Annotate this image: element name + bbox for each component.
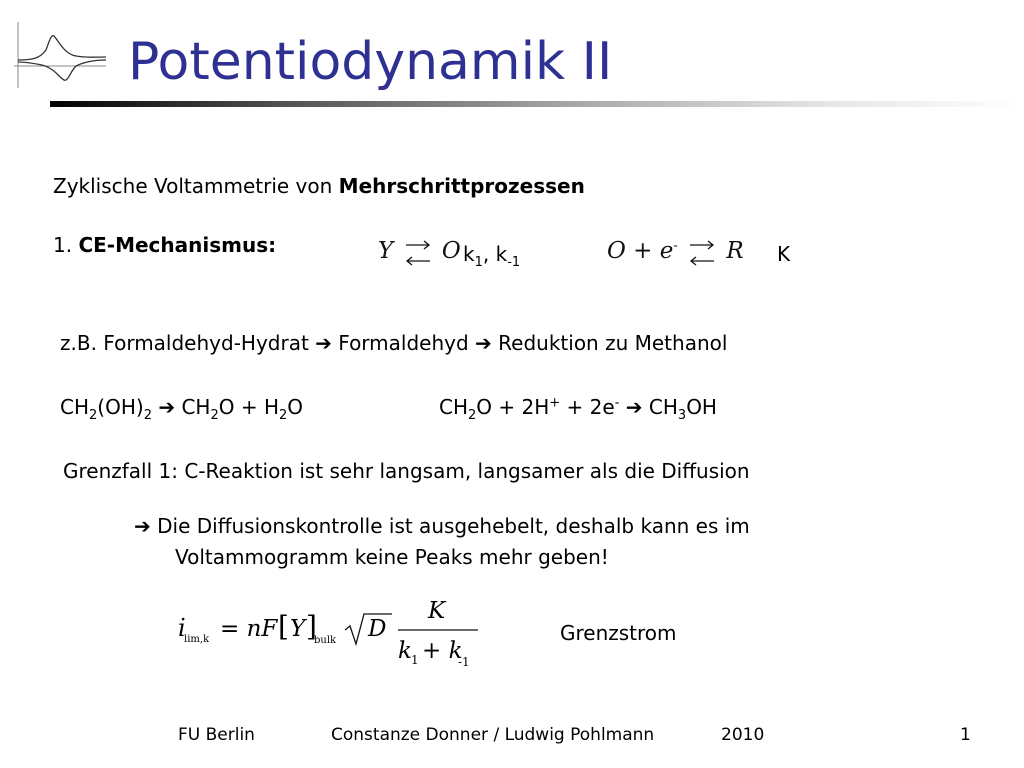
footer-page-number: 1 <box>960 725 971 745</box>
eq2-a-sub: 2 <box>468 408 477 423</box>
page-title: Potentiodynamik II <box>128 32 613 92</box>
rate-k2-sub: -1 <box>507 255 521 270</box>
example-step1: Formaldehyd <box>331 331 476 355</box>
subtitle-bold: Mehrschrittprozessen <box>338 174 585 198</box>
formula-numerator: K <box>428 598 446 624</box>
footer-authors: Constanze Donner / Ludwig Pohlmann <box>331 725 655 745</box>
formula-i-sub: lim,k <box>184 634 210 645</box>
right-arrow-icon: ➔ <box>625 395 643 419</box>
conclusion-line2: Voltammogramm keine Peaks mehr geben! <box>175 545 609 569</box>
footer-org: FU Berlin <box>178 725 255 745</box>
footer-year: 2010 <box>721 725 765 745</box>
eq2-c-sup: - <box>614 395 620 411</box>
eq1-d-sub: 2 <box>279 408 288 423</box>
example-prefix: z.B. Formaldehyd-Hydrat <box>60 331 316 355</box>
equation-hydrate <box>60 395 304 423</box>
formula-den-plus: + k <box>422 638 463 664</box>
formula-conc: Y <box>290 616 306 642</box>
subtitle-prefix: Zyklische Voltammetrie von <box>53 174 339 198</box>
limiting-current-formula <box>172 592 492 676</box>
subtitle <box>53 174 585 198</box>
mechanism-number: 1. <box>53 233 79 257</box>
formula-i: i <box>178 614 186 642</box>
formula-D: D <box>368 616 387 642</box>
eq1-b-sub: 2 <box>143 408 152 423</box>
eq2-d: CH <box>642 395 678 419</box>
title-divider <box>50 101 1024 107</box>
rate-k: k <box>463 242 475 266</box>
equilibrium-arrows-icon <box>687 236 717 268</box>
reaction1-lhs: Y <box>378 238 394 264</box>
close-bracket: ] <box>306 610 317 643</box>
eq2-a: CH <box>439 395 469 419</box>
eq2-b: O + 2H <box>476 395 550 419</box>
eq1-e: O <box>287 395 304 419</box>
eq1-a: CH <box>60 395 90 419</box>
right-arrow-icon: ➔ <box>158 395 176 419</box>
limiting-current-label: Grenzstrom <box>560 621 677 645</box>
eq1-c-sub: 2 <box>210 408 219 423</box>
equilibrium-arrows-icon <box>403 236 433 268</box>
reaction-o-r <box>607 236 744 268</box>
reaction2-lhs: O + e <box>607 238 674 264</box>
mechanism-name: CE-Mechanismus: <box>78 233 277 257</box>
reaction2-rhs: R <box>726 238 744 264</box>
limit-case-text: Grenzfall 1: C-Reaktion ist sehr langsam, langsamer als die Diffusion <box>63 459 750 483</box>
example-step2: Reduktion zu Methanol <box>491 331 728 355</box>
rate-sep: , <box>482 242 496 266</box>
equation-reduction <box>439 395 717 423</box>
eq1-d: O + H <box>218 395 280 419</box>
conclusion-line1 <box>134 514 750 538</box>
eq2-d-sub: 3 <box>677 408 687 423</box>
formula-den-k1-sub: 1 <box>411 653 419 667</box>
eq2-c: + 2e <box>560 395 615 419</box>
formula-conc-sub: bulk <box>314 635 337 646</box>
conclusion-line1-text: Die Diffusionskontrolle ist ausgehebelt, deshalb kann es im <box>150 514 750 538</box>
rate-constants <box>463 242 521 270</box>
reaction2-lhs-sup: - <box>673 238 678 254</box>
eq2-e: OH <box>686 395 717 419</box>
mechanism-heading <box>53 233 276 257</box>
rate-k2: k <box>495 242 508 266</box>
right-arrow-icon: ➔ <box>315 331 332 355</box>
voltammogram-logo <box>14 22 110 92</box>
rate-k-sub: 1 <box>474 255 483 270</box>
formula-den-k1: k <box>398 638 412 664</box>
eq1-c: CH <box>175 395 211 419</box>
example-line <box>60 331 727 355</box>
formula-den-k2-sub: -1 <box>458 655 470 669</box>
equilibrium-constant: K <box>777 242 791 266</box>
eq1-a-sub: 2 <box>89 408 98 423</box>
reaction1-rhs: O <box>441 238 461 264</box>
eq1-b: (OH) <box>97 395 144 419</box>
reaction-y-o <box>378 236 461 268</box>
open-bracket: [ <box>278 610 289 643</box>
right-arrow-icon: ➔ <box>134 514 151 538</box>
right-arrow-icon: ➔ <box>475 331 492 355</box>
formula-eq: = nF <box>220 616 278 642</box>
eq2-b-sup: + <box>549 395 561 411</box>
